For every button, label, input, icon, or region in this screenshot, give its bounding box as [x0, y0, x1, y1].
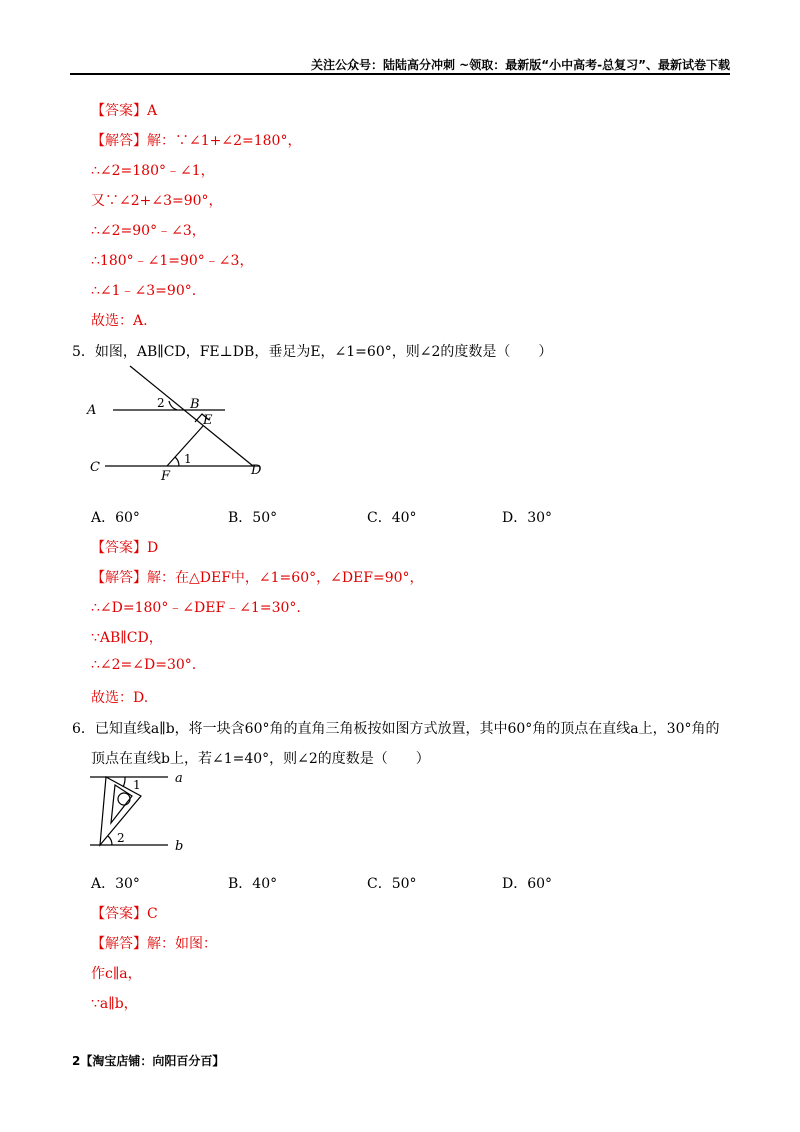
label-angle-2: 2: [157, 396, 165, 410]
label-angle-1: 1: [133, 778, 141, 792]
q6-question-line-2: 顶点在直线b上，若∠1=40°，则∠2的度数是（ ）: [91, 751, 430, 767]
q5-option-d: D．30°: [502, 510, 553, 526]
q5-answer: 【答案】D: [91, 540, 159, 556]
angle-1-arc: [123, 777, 125, 787]
page-footer: 2【淘宝店铺：向阳百分百】: [72, 1054, 225, 1068]
q4-conclusion: 故选：A.: [91, 313, 148, 329]
q6-option-b: B．40°: [228, 876, 278, 892]
q4-solution-line: 又∵∠2+∠3=90°，: [91, 193, 223, 209]
label-a: A: [87, 403, 97, 418]
q5-conclusion: 故选：D.: [91, 690, 149, 706]
label-line-a: a: [175, 771, 183, 786]
q4-solution-line: ∴∠2=180°﹣∠1，: [91, 163, 215, 179]
label-angle-2: 2: [117, 831, 125, 845]
ruler-hole: [118, 793, 130, 805]
q6-option-a: A．30°: [91, 876, 140, 892]
q5-solution-line: ∴∠D=180°﹣∠DEF﹣∠1=30°.: [91, 600, 301, 616]
q5-solution-line: 【解答】解：在△DEF中，∠1=60°，∠DEF=90°，: [91, 570, 424, 586]
q6-option-c: C．50°: [367, 876, 417, 892]
q5-option-b: B．50°: [228, 510, 278, 526]
q5-figure: [85, 360, 275, 485]
q5-solution-line: ∵AB∥CD，: [91, 630, 163, 646]
label-f: F: [161, 469, 171, 484]
q6-figure: [85, 765, 195, 857]
label-b: B: [190, 397, 200, 412]
q4-answer: 【答案】A: [91, 103, 158, 119]
q4-solution-line: ∴180°﹣∠1=90°﹣∠3，: [91, 253, 254, 269]
header-rule: [70, 73, 730, 75]
q4-solution-line: ∴∠1﹣∠3=90°.: [91, 283, 197, 299]
q6-solution-line: 【解答】解：如图：: [91, 936, 217, 952]
angle-2-arc: [169, 401, 177, 410]
page-header: 关注公众号：陆陆高分冲刺 ~领取：最新版“小中高考-总复习”、最新试卷下载: [311, 58, 730, 72]
q5-solution-line: ∴∠2=∠D=30°.: [91, 657, 197, 673]
angle-2-arc: [108, 836, 112, 845]
q4-solution-line: 【解答】解：∵∠1+∠2=180°，: [91, 133, 302, 149]
q6-solution-line: 作c∥a，: [91, 966, 142, 982]
label-angle-1: 1: [184, 452, 192, 466]
label-line-b: b: [175, 839, 184, 854]
q6-answer: 【答案】C: [91, 906, 158, 922]
q6-question-line-1: 6．已知直线a∥b，将一块含60°角的直角三角板按如图方式放置，其中60°角的顶点在直线a上，30°角的: [72, 721, 720, 737]
angle-1-arc: [175, 457, 179, 466]
q4-solution-line: ∴∠2=90°﹣∠3，: [91, 223, 206, 239]
q6-option-d: D．60°: [502, 876, 553, 892]
q5-question: 5．如图，AB∥CD，FE⊥DB，垂足为E，∠1=60°，则∠2的度数是（ ）: [72, 344, 553, 360]
q5-option-c: C．40°: [367, 510, 417, 526]
line-bd: [130, 366, 253, 466]
label-d: D: [251, 463, 262, 478]
label-e: E: [203, 413, 213, 428]
label-c: C: [90, 460, 100, 475]
q6-solution-line: ∵a∥b，: [91, 996, 138, 1012]
q5-option-a: A．60°: [91, 510, 140, 526]
